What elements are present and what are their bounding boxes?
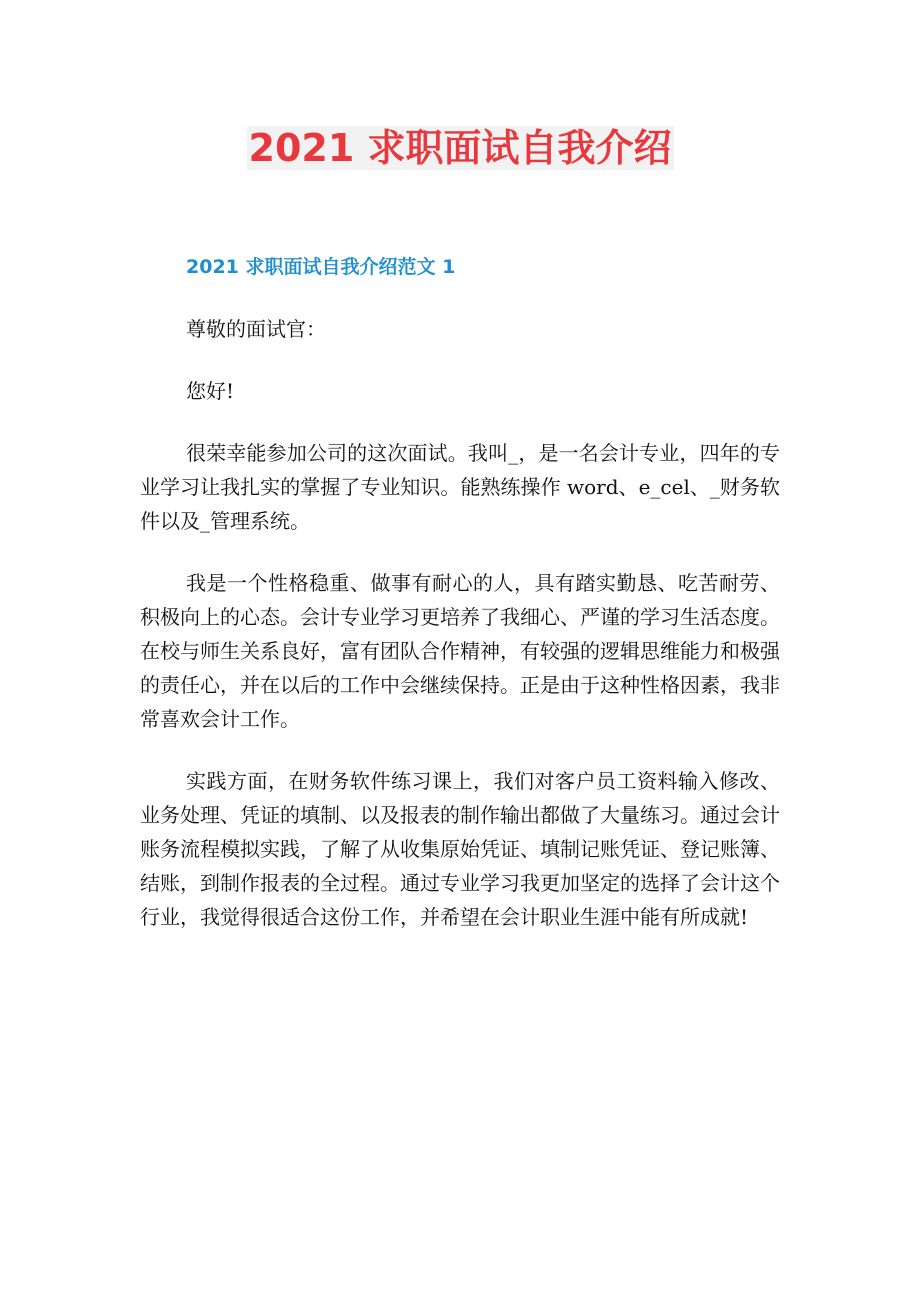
document-title xyxy=(0,118,920,178)
document-title-text: 2021 求职面试自我介绍 xyxy=(248,126,672,170)
greeting: 您好! xyxy=(186,379,235,403)
salutation: 尊敬的面试官： xyxy=(186,317,326,341)
section-heading: 2021 求职面试自我介绍范文 1 xyxy=(186,256,456,278)
paragraph-3: 实践方面，在财务软件练习课上，我们对客户员工资料输入修改、业务处理、凭证的填制、以及报表的制作输出都做了大量练习。通过会计账务流程模拟实践，了解了从收集原始凭证、填制记账凭证、登记账簿、结账，到制作报表的全过程。通过专业学习我更加坚定的选择了会计这个行业，我觉得很适合这份工作，并希望在会计职业生涯中能有所成就! xyxy=(140,769,780,929)
document-body xyxy=(140,250,780,962)
paragraph-2: 我是一个性格稳重、做事有耐心的人，具有踏实勤恳、吃苦耐劳、积极向上的心态。会计专业学习更培养了我细心、严谨的学习生活态度。在校与师生关系良好，富有团队合作精神，有较强的逻辑思维能力和极强的责任心，并在以后的工作中会继续保持。正是由于这种性格因素，我非常喜欢会计工作。 xyxy=(140,571,780,731)
paragraph-1: 很荣幸能参加公司的这次面试。我叫_，是一名会计专业，四年的专业学习让我扎实的掌握了专业知识。能熟练操作 word、e_cel、_财务软件以及_管理系统。 xyxy=(140,441,780,533)
